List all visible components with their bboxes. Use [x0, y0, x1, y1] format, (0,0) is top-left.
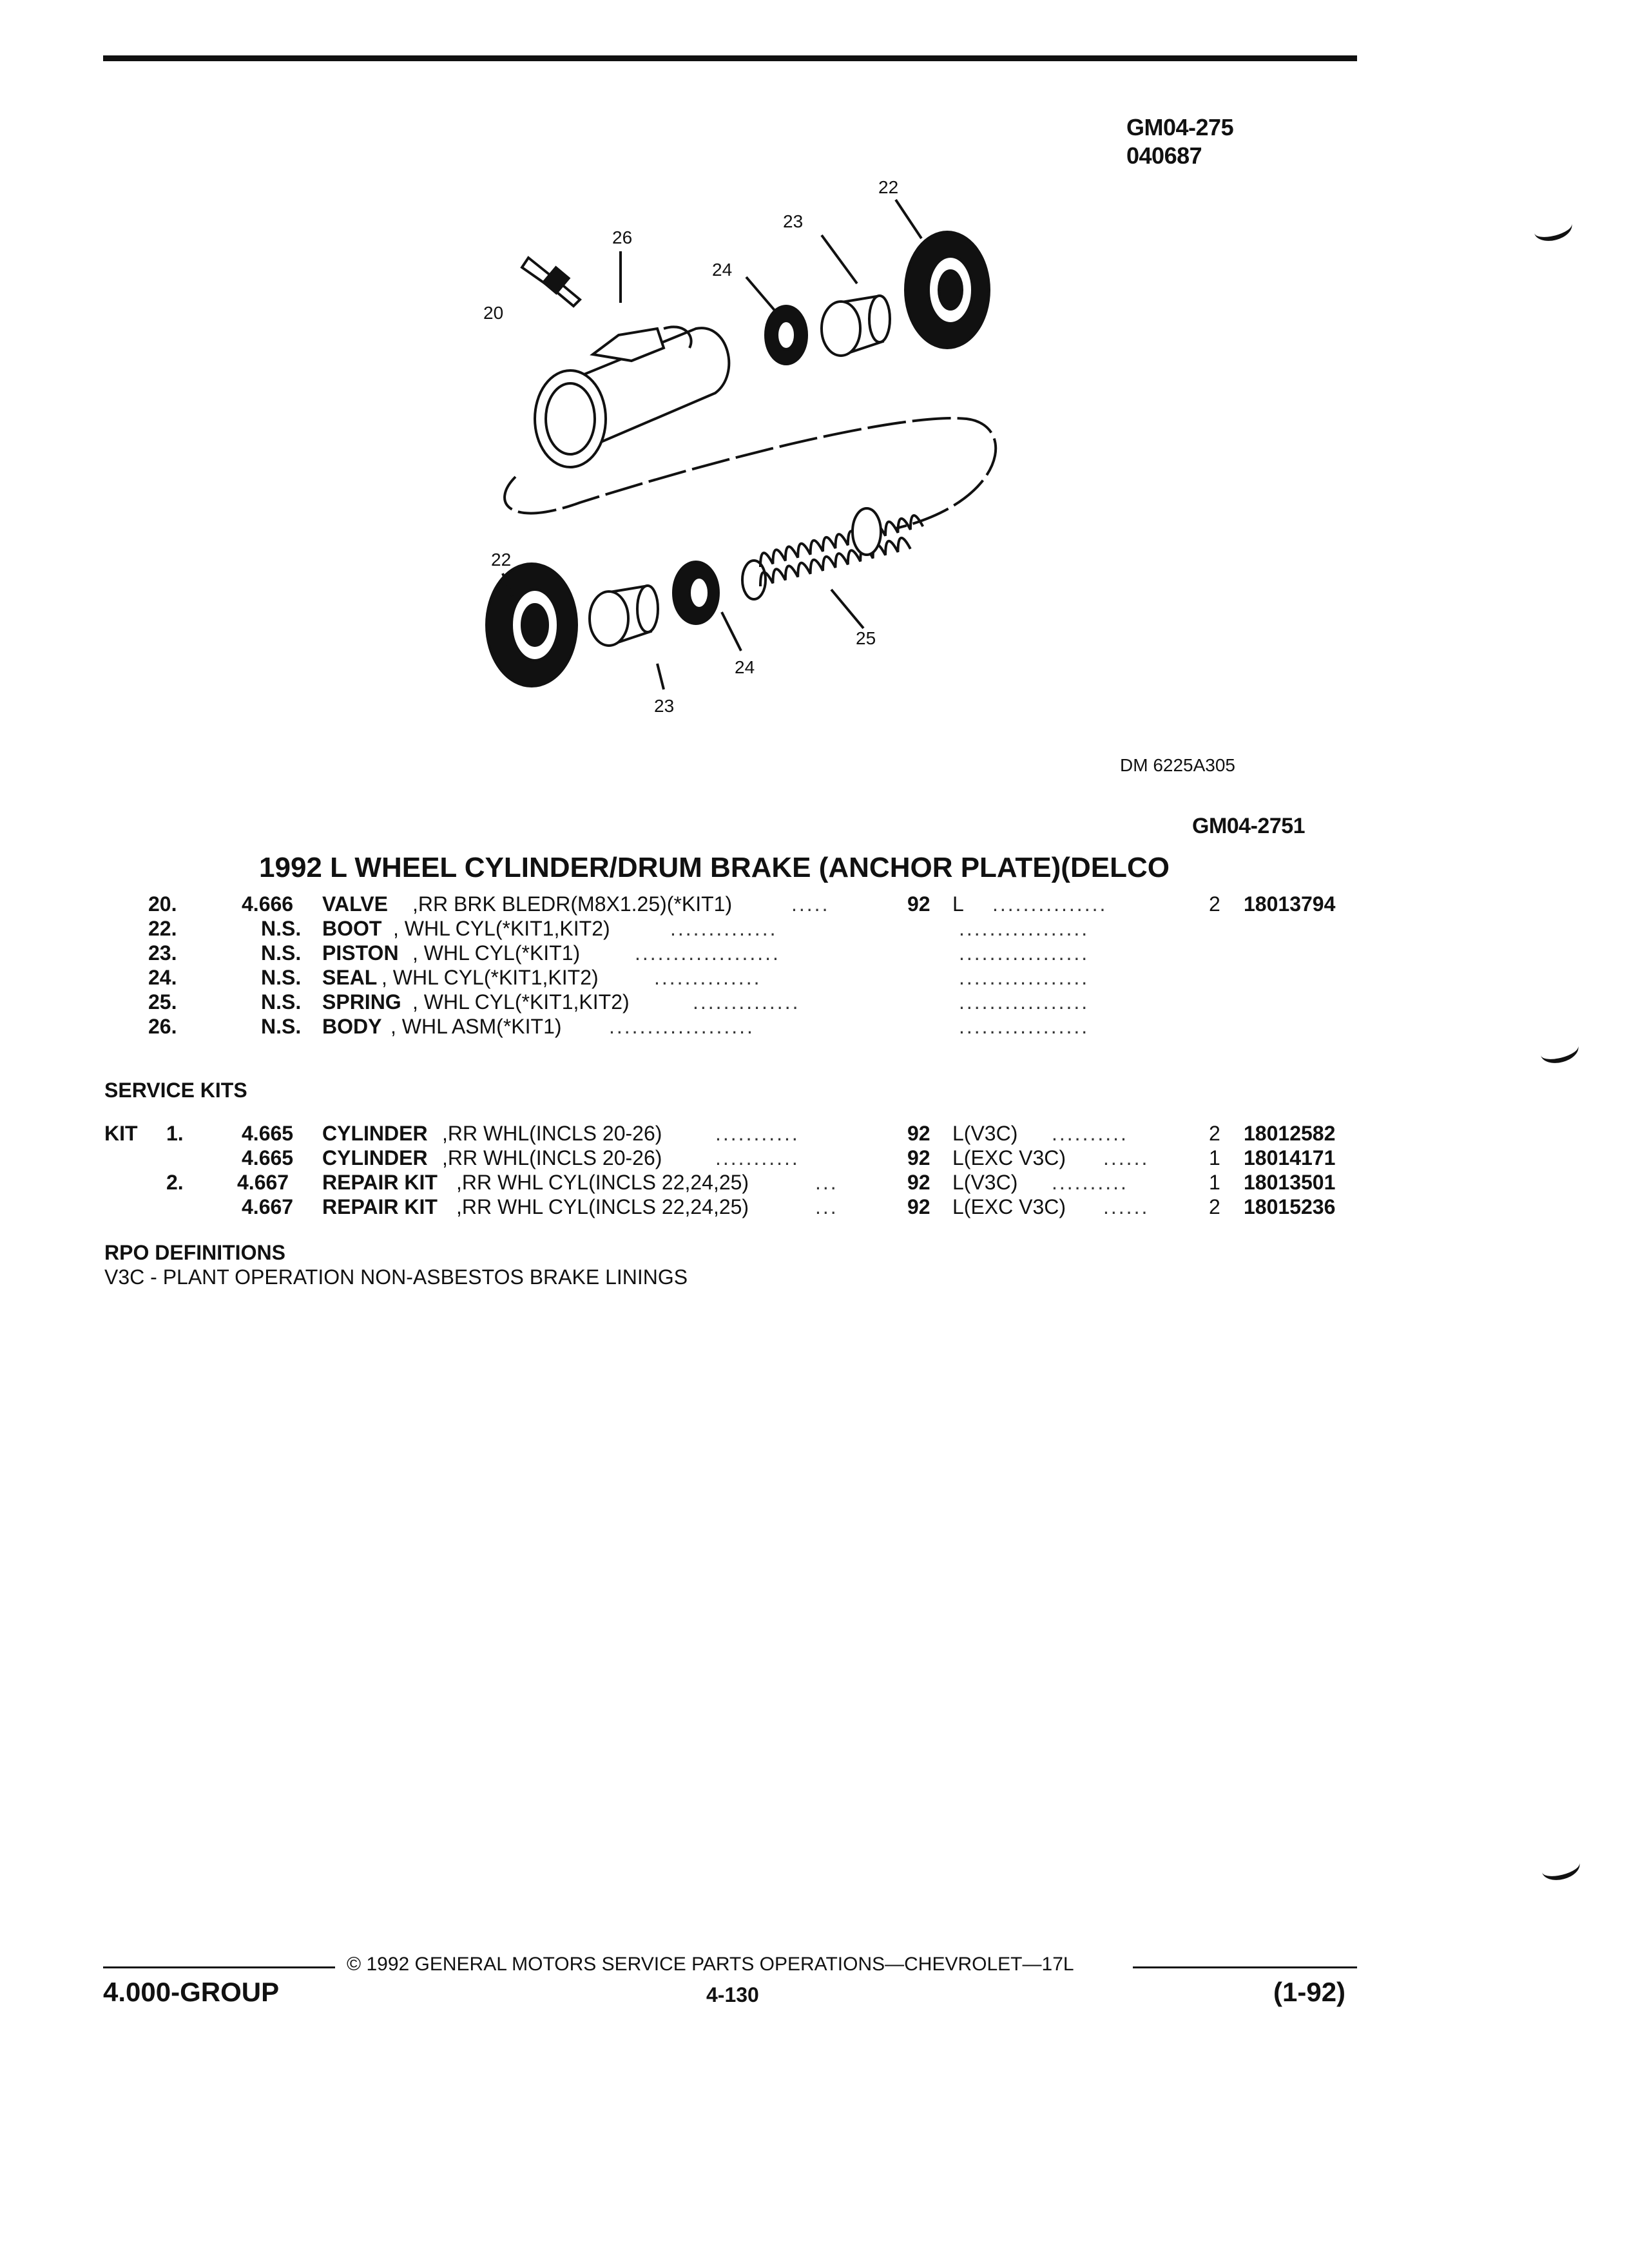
- group-number: 4.665: [242, 1122, 294, 1145]
- section-title: 1992 L WHEEL CYLINDER/DRUM BRAKE (ANCHOR PLATE)(DELCO: [259, 852, 1170, 883]
- illustration-reference: DM 6225A305: [1120, 755, 1236, 775]
- callout-20: 20: [483, 303, 504, 323]
- part-name: BOOT: [322, 917, 382, 940]
- kit-row: [0, 1195, 1629, 1219]
- usage-year: 92: [907, 1122, 930, 1145]
- callout-22-lower: 22: [491, 550, 512, 570]
- group-number: N.S.: [261, 917, 302, 940]
- item-number: 25.: [148, 990, 177, 1014]
- callout-arrow-24-lower: [722, 612, 741, 651]
- quantity: 2: [1209, 1195, 1220, 1218]
- copyright-symbol: ©: [347, 1954, 361, 1975]
- group-number: N.S.: [261, 1015, 302, 1038]
- model: L(V3C): [952, 1171, 1018, 1194]
- footer-rule-left: [103, 1966, 335, 1968]
- kit-description: ,RR WHL(INCLS 20-26): [442, 1122, 662, 1145]
- callout-23-upper: 23: [783, 211, 804, 231]
- leader-dots: ......: [1103, 1195, 1150, 1218]
- margin-mark: [1539, 1851, 1582, 1883]
- kit-number: 2.: [166, 1171, 184, 1194]
- document-date-code: 040687: [1126, 142, 1202, 169]
- leader-dots: ...........: [715, 1122, 800, 1145]
- page-number: 4-130: [706, 1983, 759, 2006]
- part-name: PISTON: [322, 941, 399, 965]
- model: L: [952, 892, 964, 916]
- kit-description: ,RR WHL CYL(INCLS 22,24,25): [456, 1195, 749, 1218]
- leader-dots: ..............: [654, 966, 762, 989]
- item-number: 22.: [148, 917, 177, 940]
- callout-24-upper: 24: [712, 260, 733, 280]
- kit-number: 1.: [166, 1122, 184, 1145]
- kit-row: [0, 1170, 1629, 1195]
- part-description: , WHL CYL(*KIT1,KIT2): [381, 966, 599, 989]
- group-number: 4.666: [242, 892, 294, 916]
- section-code: GM04-2751: [1192, 814, 1306, 838]
- leader-dots: .....: [791, 892, 830, 916]
- cylinder-body: [535, 327, 729, 467]
- callout-arrow-23-upper: [822, 235, 857, 284]
- part-number: 18013794: [1244, 892, 1336, 916]
- callout-arrow-25: [831, 590, 863, 628]
- kit-name: REPAIR KIT: [322, 1171, 438, 1194]
- rpo-heading: RPO DEFINITIONS: [104, 1241, 285, 1264]
- part-row: [0, 941, 1629, 965]
- leader-dots: ...................: [609, 1015, 755, 1038]
- callout-arrow-24-upper: [746, 277, 776, 312]
- boot-lower: [487, 564, 577, 686]
- kit-row: [0, 1146, 1629, 1170]
- usage-year: 92: [907, 1146, 930, 1169]
- piston-lower: [590, 586, 658, 646]
- footer-rule-right: [1133, 1966, 1357, 1968]
- leader-dots: ...............: [992, 892, 1108, 916]
- leader-dots: ......: [1103, 1146, 1150, 1169]
- callout-23-lower: 23: [654, 696, 675, 716]
- part-row: [0, 990, 1629, 1014]
- part-row: [0, 1014, 1629, 1039]
- part-name: SPRING: [322, 990, 401, 1014]
- leader-dots: ...: [815, 1195, 838, 1218]
- quantity: 2: [1209, 1122, 1220, 1145]
- leader-dots: .................: [959, 990, 1090, 1014]
- kit-description: ,RR WHL(INCLS 20-26): [442, 1146, 662, 1169]
- leader-dots: ..........: [1052, 1171, 1128, 1194]
- quantity: 1: [1209, 1146, 1220, 1169]
- part-number: 18015236: [1244, 1195, 1336, 1218]
- group-number: 4.665: [242, 1146, 294, 1169]
- part-description: , WHL CYL(*KIT1): [412, 941, 581, 965]
- revision-date: (1-92): [1273, 1977, 1346, 2007]
- callout-25: 25: [856, 628, 876, 648]
- leader-dots: ...: [815, 1171, 838, 1194]
- part-description: , WHL ASM(*KIT1): [390, 1015, 562, 1038]
- group-number: N.S.: [261, 990, 302, 1014]
- leader-dots: .................: [959, 941, 1090, 965]
- part-description: , WHL CYL(*KIT1,KIT2): [393, 917, 610, 940]
- group-label: 4.000-GROUP: [103, 1977, 280, 2007]
- usage-year: 92: [907, 892, 930, 916]
- leader-dots: ...........: [715, 1146, 800, 1169]
- part-name: BODY: [322, 1015, 382, 1038]
- kit-label: KIT: [104, 1122, 138, 1145]
- part-description: ,RR BRK BLEDR(M8X1.25)(*KIT1): [412, 892, 733, 916]
- group-number: 4.667: [242, 1195, 294, 1218]
- item-number: 24.: [148, 966, 177, 989]
- part-row: [0, 916, 1629, 941]
- service-kits-heading: SERVICE KITS: [104, 1079, 247, 1102]
- usage-year: 92: [907, 1195, 930, 1218]
- seal-upper: [766, 306, 807, 364]
- callout-22-upper: 22: [878, 177, 899, 197]
- rpo-definition: V3C - PLANT OPERATION NON-ASBESTOS BRAKE LININGS: [104, 1265, 688, 1289]
- boot-upper: [905, 232, 989, 348]
- kit-row: [0, 1121, 1629, 1146]
- kit-name: CYLINDER: [322, 1122, 428, 1145]
- leader-dots: ..............: [670, 917, 778, 940]
- item-number: 20.: [148, 892, 177, 916]
- part-row: [0, 965, 1629, 990]
- leader-dots: ..........: [1052, 1122, 1128, 1145]
- part-description: , WHL CYL(*KIT1,KIT2): [412, 990, 630, 1014]
- copyright-line: [347, 1954, 1074, 1975]
- kit-name: REPAIR KIT: [322, 1195, 438, 1218]
- piston-upper: [822, 296, 890, 356]
- kit-description: ,RR WHL CYL(INCLS 22,24,25): [456, 1171, 749, 1194]
- document-code: GM04-275: [1126, 114, 1234, 140]
- kit-name: CYLINDER: [322, 1146, 428, 1169]
- top-rule: [103, 55, 1357, 61]
- item-number: 23.: [148, 941, 177, 965]
- leader-dots: ...................: [635, 941, 780, 965]
- part-number: 18014171: [1244, 1146, 1336, 1169]
- seal-lower: [673, 562, 718, 624]
- wheel-cylinder-exploded-diagram: [451, 168, 1353, 760]
- group-number: N.S.: [261, 941, 302, 965]
- item-number: 26.: [148, 1015, 177, 1038]
- callout-arrow-22-upper: [896, 200, 921, 238]
- margin-mark: [1531, 212, 1574, 244]
- group-number: N.S.: [261, 966, 302, 989]
- margin-mark: [1537, 1034, 1581, 1066]
- part-number: 18013501: [1244, 1171, 1336, 1194]
- callout-arrow-23-lower: [657, 664, 664, 689]
- leader-dots: ..............: [693, 990, 800, 1014]
- callout-26: 26: [612, 227, 633, 247]
- leader-dots: .................: [959, 917, 1090, 940]
- quantity: 1: [1209, 1171, 1220, 1194]
- part-name: SEAL: [322, 966, 378, 989]
- spring: [742, 508, 923, 599]
- leader-dots: .................: [959, 1015, 1090, 1038]
- leader-dots: .................: [959, 966, 1090, 989]
- quantity: 2: [1209, 892, 1220, 916]
- part-row: [0, 892, 1629, 916]
- model: L(EXC V3C): [952, 1146, 1066, 1169]
- callout-24-lower: 24: [735, 657, 755, 677]
- copyright-text: 1992 GENERAL MOTORS SERVICE PARTS OPERATIONS—CHEVROLET—17L: [366, 1954, 1074, 1975]
- bleeder-valve: [522, 258, 580, 306]
- part-number: 18012582: [1244, 1122, 1336, 1145]
- group-number: 4.667: [237, 1171, 289, 1194]
- usage-year: 92: [907, 1171, 930, 1194]
- model: L(EXC V3C): [952, 1195, 1066, 1218]
- part-name: VALVE: [322, 892, 388, 916]
- model: L(V3C): [952, 1122, 1018, 1145]
